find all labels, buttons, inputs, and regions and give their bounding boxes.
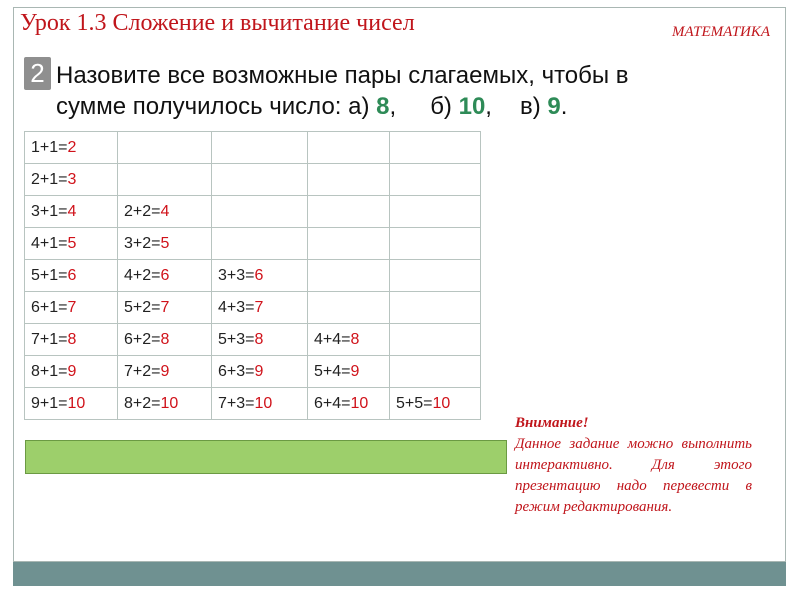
table-cell[interactable] bbox=[118, 388, 212, 420]
table-cell[interactable] bbox=[25, 324, 118, 356]
pair-sum: 4 bbox=[160, 202, 170, 220]
pair-sum: 5 bbox=[67, 234, 77, 252]
table-row bbox=[25, 260, 481, 292]
table-cell[interactable] bbox=[212, 164, 308, 196]
pair-expression: 4+1= bbox=[31, 234, 68, 252]
notice-body: Данное задание можно выполнить интерактивно. Для этого презентацию надо перевести в режим редактирования. bbox=[515, 436, 752, 515]
pair-expression: 1+1= bbox=[31, 138, 68, 156]
table-cell[interactable] bbox=[308, 292, 390, 324]
table-cell[interactable] bbox=[308, 356, 390, 388]
table-cell[interactable] bbox=[212, 388, 308, 420]
pair-sum: 8 bbox=[67, 330, 77, 348]
addends-table bbox=[24, 131, 481, 420]
pair-sum: 7 bbox=[160, 298, 170, 316]
table-cell[interactable] bbox=[308, 164, 390, 196]
task-number-badge: 2 bbox=[24, 57, 51, 90]
task-end: . bbox=[560, 93, 568, 120]
answer-value-a[interactable]: 8 bbox=[376, 93, 390, 120]
pair-sum: 9 bbox=[254, 362, 264, 380]
pair-sum: 4 bbox=[67, 202, 77, 220]
table-cell[interactable] bbox=[212, 228, 308, 260]
table-row bbox=[25, 388, 481, 420]
pair-expression: 3+3= bbox=[218, 266, 255, 284]
table-row bbox=[25, 196, 481, 228]
table-cell[interactable] bbox=[118, 196, 212, 228]
pair-sum: 8 bbox=[350, 330, 360, 348]
table-cell[interactable] bbox=[25, 292, 118, 324]
table-cell[interactable] bbox=[118, 164, 212, 196]
table-row bbox=[25, 164, 481, 196]
pair-sum: 9 bbox=[350, 362, 360, 380]
pair-sum: 10 bbox=[254, 394, 273, 412]
table-cell[interactable] bbox=[25, 196, 118, 228]
task-sep-a: , bbox=[389, 93, 397, 120]
pair-sum: 9 bbox=[160, 362, 170, 380]
table-cell[interactable] bbox=[25, 260, 118, 292]
pair-expression: 4+2= bbox=[124, 266, 161, 284]
pair-sum: 6 bbox=[160, 266, 170, 284]
task-text-line1: Назовите все возможные пары слагаемых, чтобы в bbox=[56, 62, 629, 89]
pair-sum: 10 bbox=[160, 394, 179, 412]
pair-expression: 3+1= bbox=[31, 202, 68, 220]
table-cell[interactable] bbox=[25, 164, 118, 196]
table-cell[interactable] bbox=[212, 196, 308, 228]
pair-sum: 3 bbox=[67, 170, 77, 188]
lesson-title: Урок 1.3 Сложение и вычитание чисел bbox=[20, 10, 415, 36]
table-cell[interactable] bbox=[390, 196, 481, 228]
task-text-part-b: б) bbox=[430, 93, 459, 120]
table-row bbox=[25, 356, 481, 388]
pair-sum: 6 bbox=[67, 266, 77, 284]
table-cell[interactable] bbox=[25, 356, 118, 388]
table-cell[interactable] bbox=[308, 324, 390, 356]
pair-expression: 8+2= bbox=[124, 394, 161, 412]
table-cell[interactable] bbox=[390, 260, 481, 292]
table-cell[interactable] bbox=[308, 388, 390, 420]
pair-sum: 9 bbox=[67, 362, 77, 380]
notice-box bbox=[515, 413, 752, 518]
table-cell[interactable] bbox=[308, 228, 390, 260]
pair-expression: 6+1= bbox=[31, 298, 68, 316]
pair-sum: 2 bbox=[67, 138, 77, 156]
pair-expression: 5+1= bbox=[31, 266, 68, 284]
pair-sum: 6 bbox=[254, 266, 264, 284]
pair-sum: 7 bbox=[254, 298, 264, 316]
table-cell[interactable] bbox=[25, 388, 118, 420]
table-cell[interactable] bbox=[25, 228, 118, 260]
pair-sum: 10 bbox=[350, 394, 369, 412]
table-cell[interactable] bbox=[118, 228, 212, 260]
pair-expression: 8+1= bbox=[31, 362, 68, 380]
pair-expression: 5+5= bbox=[396, 394, 433, 412]
footer-bar bbox=[13, 562, 786, 586]
pair-expression: 6+4= bbox=[314, 394, 351, 412]
table-cell[interactable] bbox=[118, 292, 212, 324]
table-cell[interactable] bbox=[118, 260, 212, 292]
pair-sum: 8 bbox=[254, 330, 264, 348]
pair-sum: 8 bbox=[160, 330, 170, 348]
table-cell[interactable] bbox=[212, 132, 308, 164]
table-row bbox=[25, 228, 481, 260]
task-text-part-c: в) bbox=[519, 93, 548, 120]
table-cell[interactable] bbox=[390, 292, 481, 324]
pair-sum: 5 bbox=[160, 234, 170, 252]
pair-expression: 5+2= bbox=[124, 298, 161, 316]
table-cell[interactable] bbox=[390, 324, 481, 356]
pair-expression: 5+4= bbox=[314, 362, 351, 380]
table-cell[interactable] bbox=[390, 388, 481, 420]
task-text bbox=[56, 60, 736, 122]
table-cell[interactable] bbox=[390, 164, 481, 196]
task-text-part-a: сумме получилось число: а) bbox=[56, 93, 377, 120]
table-cell[interactable] bbox=[212, 324, 308, 356]
table-cell[interactable] bbox=[390, 356, 481, 388]
pair-expression: 4+4= bbox=[314, 330, 351, 348]
table-row bbox=[25, 132, 481, 164]
pair-expression: 9+1= bbox=[31, 394, 68, 412]
table-row bbox=[25, 324, 481, 356]
pair-expression: 7+3= bbox=[218, 394, 255, 412]
table-cell[interactable] bbox=[390, 228, 481, 260]
table-cell[interactable] bbox=[308, 132, 390, 164]
answer-drop-area[interactable] bbox=[25, 440, 507, 474]
pair-expression: 7+1= bbox=[31, 330, 68, 348]
table-cell[interactable] bbox=[118, 324, 212, 356]
pair-expression: 5+3= bbox=[218, 330, 255, 348]
table-cell[interactable] bbox=[118, 132, 212, 164]
table-cell[interactable] bbox=[308, 196, 390, 228]
table-cell[interactable] bbox=[308, 260, 390, 292]
answer-value-c[interactable]: 9 bbox=[547, 93, 561, 120]
pair-expression: 7+2= bbox=[124, 362, 161, 380]
table-row bbox=[25, 292, 481, 324]
table-cell[interactable] bbox=[212, 356, 308, 388]
table-cell[interactable] bbox=[390, 132, 481, 164]
pair-expression: 6+3= bbox=[218, 362, 255, 380]
task-sep-b: , bbox=[485, 93, 492, 120]
table-cell[interactable] bbox=[212, 260, 308, 292]
pair-expression: 4+3= bbox=[218, 298, 255, 316]
pair-sum: 7 bbox=[67, 298, 77, 316]
table-cell[interactable] bbox=[118, 356, 212, 388]
pair-sum: 10 bbox=[67, 394, 86, 412]
subject-label: МАТЕМАТИКА bbox=[672, 24, 770, 40]
table-cell[interactable] bbox=[212, 292, 308, 324]
answer-value-b[interactable]: 10 bbox=[458, 93, 486, 120]
table-cell[interactable] bbox=[25, 132, 118, 164]
notice-title: Внимание! bbox=[515, 415, 589, 431]
pair-expression: 6+2= bbox=[124, 330, 161, 348]
pair-expression: 2+1= bbox=[31, 170, 68, 188]
pair-sum: 10 bbox=[432, 394, 451, 412]
pair-expression: 3+2= bbox=[124, 234, 161, 252]
pair-expression: 2+2= bbox=[124, 202, 161, 220]
